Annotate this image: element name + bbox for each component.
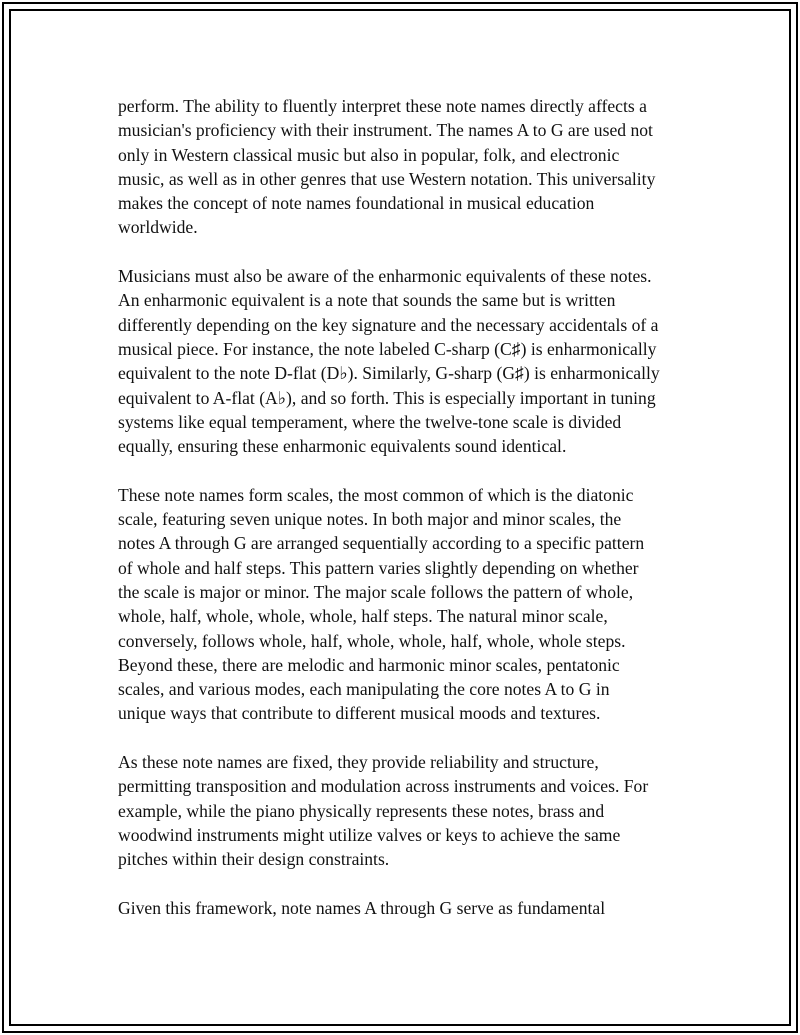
text-line: conversely, follows whole, half, whole, whole, half, whole, whole steps. xyxy=(118,630,626,651)
text-line: differently depending on the key signature and the necessary accidentals of a xyxy=(118,314,659,335)
paragraph-2 xyxy=(118,264,690,458)
text-line: scales, and various modes, each manipulating the core notes A to G in xyxy=(118,679,610,700)
text-line: of whole and half steps. This pattern varies slightly depending on whether xyxy=(118,557,639,578)
text-line: An enharmonic equivalent is a note that sounds the same but is written xyxy=(118,290,616,311)
text-line: These note names form scales, the most common of which is the diatonic xyxy=(118,484,634,505)
text-line: only in Western classical music but also in popular, folk, and electronic xyxy=(118,144,620,165)
document-body xyxy=(118,94,690,944)
paragraph-1 xyxy=(118,94,690,240)
text-line: equally, ensuring these enharmonic equivalents sound identical. xyxy=(118,436,567,457)
text-line: music, as well as in other genres that use Western notation. This universality xyxy=(118,168,656,189)
text-line: notes A through G are arranged sequentially according to a specific pattern xyxy=(118,533,645,554)
text-line: makes the concept of note names foundational in musical education xyxy=(118,193,595,214)
text-line: example, while the piano physically represents these notes, brass and xyxy=(118,800,605,821)
text-line: equivalent to A-flat (A♭), and so forth. This is especially important in tuning xyxy=(118,387,656,408)
text-line: unique ways that contribute to different musical moods and textures. xyxy=(118,703,601,724)
text-line: Given this framework, note names A through G serve as fundamental xyxy=(118,897,606,918)
text-line: As these note names are fixed, they provide reliability and structure, xyxy=(118,752,599,773)
text-line: Beyond these, there are melodic and harmonic minor scales, pentatonic xyxy=(118,654,620,675)
text-line: equivalent to the note D-flat (D♭). Similarly, G-sharp (G♯) is enharmonically xyxy=(118,363,660,384)
paragraph-3 xyxy=(118,483,690,726)
text-line: perform. The ability to fluently interpret these note names directly affects a xyxy=(118,96,647,116)
text-line: musician's proficiency with their instrument. The names A to G are used not xyxy=(118,120,653,141)
paragraph-5 xyxy=(118,896,690,920)
paragraph-4 xyxy=(118,750,690,871)
text-line: Musicians must also be aware of the enharmonic equivalents of these notes. xyxy=(118,266,652,287)
text-line: scale, featuring seven unique notes. In both major and minor scales, the xyxy=(118,509,622,530)
text-line: woodwind instruments might utilize valves or keys to achieve the same xyxy=(118,824,621,845)
text-line: permitting transposition and modulation across instruments and voices. For xyxy=(118,776,649,797)
text-line: pitches within their design constraints. xyxy=(118,849,390,870)
text-line: worldwide. xyxy=(118,217,198,238)
text-line: systems like equal temperament, where the twelve-tone scale is divided xyxy=(118,411,622,432)
text-line: whole, half, whole, whole, whole, half steps. The natural minor scale, xyxy=(118,606,608,627)
text-line: the scale is major or minor. The major scale follows the pattern of whole, xyxy=(118,581,634,602)
text-line: musical piece. For instance, the note labeled C-sharp (C♯) is enharmonically xyxy=(118,338,657,359)
